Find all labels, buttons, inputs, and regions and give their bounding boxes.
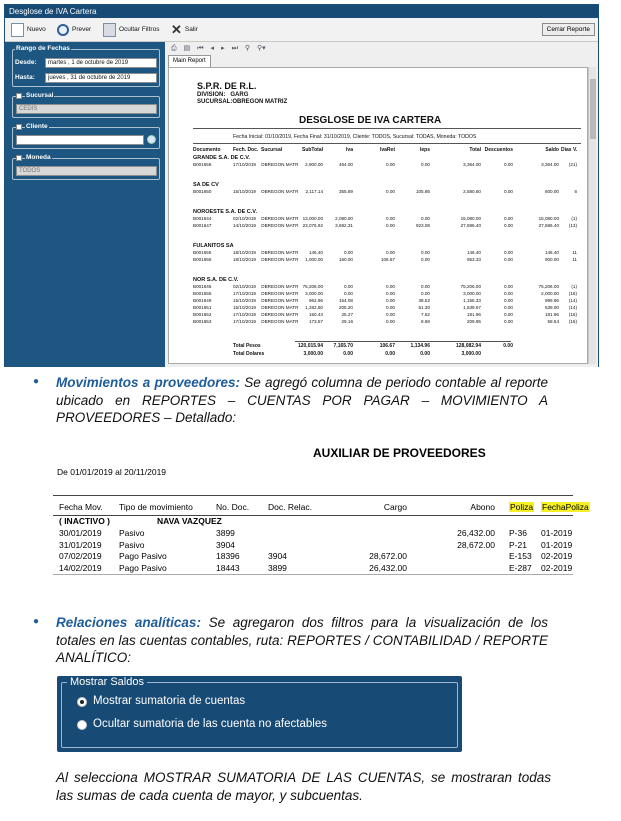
table-cell: 23,076.92 xyxy=(302,223,323,228)
zoom-icon[interactable]: ⚲▾ xyxy=(257,45,266,52)
mostrar-legend: Mostrar Saldos xyxy=(67,676,147,688)
aux-column-header: Doc. Relac. xyxy=(268,502,312,512)
table-cell: OBREGON MATR xyxy=(261,319,299,324)
report-title: DESGLOSE DE IVA CARTERA xyxy=(299,115,442,126)
table-cell: 3,000.00 xyxy=(463,291,481,296)
table-cell: 3,000.00 xyxy=(305,291,323,296)
moneda-checkbox[interactable] xyxy=(16,155,22,161)
magnifier-icon xyxy=(57,24,69,36)
table-cell: 150.43 xyxy=(308,312,323,317)
table-cell: OBREGON MATR xyxy=(261,257,299,262)
aux-cell: 18396 xyxy=(216,551,240,561)
table-cell: 146.40 xyxy=(544,250,559,255)
report-page xyxy=(168,67,588,364)
aux-column-header: No. Doc. xyxy=(216,502,250,512)
table-cell: 0.00 xyxy=(386,223,395,228)
table-cell: 75,206.00 xyxy=(538,284,559,289)
aux-cell: E-287 xyxy=(509,562,532,573)
aux-cell: 01-2019 xyxy=(541,528,573,538)
sucursal-line: SUCURSAL:OBREGON MATRIZ xyxy=(197,99,288,105)
hasta-label: Hasta: xyxy=(15,74,35,81)
table-cell: 0.00 xyxy=(504,257,513,262)
table-cell: 539.00 xyxy=(544,305,559,310)
table-cell: 2,580.60 xyxy=(463,189,481,194)
table-cell: 923.08 xyxy=(415,223,430,228)
table-cell: 0.00 xyxy=(504,291,513,296)
table-cell: OBREGON MATR xyxy=(261,312,299,317)
aux-cell: Pasivo xyxy=(119,528,145,538)
toolbar xyxy=(5,18,598,42)
aux-column-header: Fecha Mov. xyxy=(59,502,103,512)
aux-cell: 07/02/2019 xyxy=(59,551,102,561)
table-cell: B001649 xyxy=(193,298,212,303)
report-scrollbar[interactable] xyxy=(588,67,596,364)
table-cell: 209.95 xyxy=(466,319,481,324)
table-cell: 0.00 xyxy=(504,284,513,289)
table-cell: 0.00 xyxy=(344,250,353,255)
hasta-date-picker[interactable]: jueves , 31 de octubre de 2019 xyxy=(45,73,157,83)
report-window xyxy=(4,4,599,367)
aux-bottom-rule xyxy=(53,574,573,575)
desde-date-picker[interactable]: martes , 1 de octubre de 2019 xyxy=(45,58,157,68)
table-cell: 146.40 xyxy=(308,250,323,255)
moneda-label: Moneda xyxy=(26,154,51,161)
sucursal-select[interactable]: CEDIS xyxy=(16,104,157,114)
date-range-label: Rango de Fechas xyxy=(16,45,70,52)
client-group-name: GRANDE S.A. DE C.V. xyxy=(193,155,250,161)
totals-cell: 0.00 xyxy=(385,351,395,357)
column-header: Documento xyxy=(193,147,221,153)
table-cell: 355.69 xyxy=(338,189,353,194)
table-cell: 0.00 xyxy=(421,162,430,167)
table-cell: (16) xyxy=(568,319,577,324)
aux-cell: 02-2019 xyxy=(541,551,573,561)
table-cell: 29.16 xyxy=(341,319,353,324)
table-cell: 0.00 xyxy=(504,162,513,167)
ocultar-sumatoria-label[interactable]: Ocultar sumatoria de las cuenta no afectables xyxy=(93,718,327,730)
table-cell: 999.96 xyxy=(544,298,559,303)
window-title: Desglose de IVA Cartera xyxy=(5,5,598,18)
table-cell: OBREGON MATR xyxy=(261,250,299,255)
table-cell: B001652 xyxy=(193,312,212,317)
table-cell: 0.00 xyxy=(421,284,430,289)
aux-title: AUXILIAR DE PROVEEDORES xyxy=(313,446,486,460)
table-cell: 15/10/2019 xyxy=(233,189,256,194)
aux-cell: 3899 xyxy=(216,528,235,538)
cliente-label: Cliente xyxy=(26,123,48,130)
close-icon: ✕ xyxy=(171,22,182,37)
table-cell: 0.00 xyxy=(421,257,430,262)
table-cell: 38.52 xyxy=(418,298,430,303)
aux-cell: 3904 xyxy=(268,551,287,561)
first-page-icon[interactable]: ⏮ xyxy=(197,45,204,52)
table-cell: 160.00 xyxy=(338,257,353,262)
table-cell: 17/10/2019 xyxy=(233,319,256,324)
table-cell: 0.00 xyxy=(386,305,395,310)
table-cell: 146.40 xyxy=(466,250,481,255)
new-document-icon xyxy=(11,23,24,37)
aux-cell: P-36 xyxy=(509,528,527,538)
table-cell: 14/10/2019 xyxy=(233,223,256,228)
totals-cell: 1,134.96 xyxy=(410,343,430,349)
column-header: SubTotal xyxy=(301,147,323,153)
client-group-name: NOROESTE S.A. DE C.V. xyxy=(193,209,257,215)
tab-main-report[interactable]: Main Report xyxy=(168,55,211,67)
ocultar-sumatoria-radio[interactable] xyxy=(77,720,87,730)
table-cell: 181.96 xyxy=(466,312,481,317)
table-cell: 13,000.00 xyxy=(302,216,323,221)
report-subtitle: Fecha Inicial: 01/10/2019, Fecha Final: 31/10/2019, Cliente: TODOS, Sucursal: TODAS, Moneda: TODOS xyxy=(233,134,477,140)
totals-rule xyxy=(295,341,511,342)
table-cell: OBREGON MATR xyxy=(261,305,299,310)
mostrar-sumatoria-label[interactable]: Mostrar sumatoria de cuentas xyxy=(93,695,246,707)
table-cell: 58.54 xyxy=(547,319,559,324)
totals-cell: 106.67 xyxy=(379,343,395,349)
totals-cell: Total Pesos xyxy=(233,343,261,349)
company-name: S.P.R. DE R.L. xyxy=(197,81,257,91)
table-cell: OBREGON MATR xyxy=(261,291,299,296)
table-cell: 15/10/2019 xyxy=(233,305,256,310)
division-line: DIVISION: GARG xyxy=(197,92,249,98)
aux-cell: 3899 xyxy=(268,562,287,573)
table-cell: 27,686.40 xyxy=(460,223,481,228)
aux-cell: Pasivo xyxy=(119,539,145,550)
column-header: Descuentos xyxy=(484,147,513,153)
find-icon[interactable]: ⚲ xyxy=(244,45,251,52)
cliente-input[interactable] xyxy=(16,135,144,145)
aux-cell: 30/01/2019 xyxy=(59,528,102,538)
scroll-thumb[interactable] xyxy=(590,79,596,139)
totals-cell: 120,015.94 xyxy=(297,343,323,349)
table-cell: 0.00 xyxy=(504,223,513,228)
table-cell: B001644 xyxy=(193,216,212,221)
table-cell: 3,692.31 xyxy=(335,223,353,228)
table-cell: 0.00 xyxy=(504,189,513,194)
aux-column-header: Poliza xyxy=(510,502,534,512)
table-cell: 75,206.00 xyxy=(302,284,323,289)
table-cell: 17/10/2019 xyxy=(233,162,256,167)
prev-page-icon[interactable]: ◂ xyxy=(210,45,215,52)
table-cell: 0.00 xyxy=(504,305,513,310)
table-cell: (21) xyxy=(568,162,577,167)
client-group-name: NOR S.A. DE C.V. xyxy=(193,277,239,283)
table-cell: (16) xyxy=(568,312,577,317)
aux-cell: 28,672.00 xyxy=(369,551,407,561)
aux-column-header: Abono xyxy=(470,502,495,512)
movimientos-paragraph: Movimientos a proveedores: Se agregó columna de periodo contable al reporte ubicado en REPORTES – CUENTAS POR PAGAR – MOVIMIENTO A PROVEEDORES – Detallado: xyxy=(56,375,548,425)
desde-label: Desde: xyxy=(15,59,37,66)
column-header: Dias V. xyxy=(561,147,578,153)
table-cell: B001650 xyxy=(193,189,212,194)
table-cell: OBREGON MATR xyxy=(261,223,299,228)
bullet-dot: ● xyxy=(33,616,40,627)
table-cell: 0.00 xyxy=(386,298,395,303)
table-cell: (1) xyxy=(571,216,577,221)
mostrar-sumatoria-radio[interactable] xyxy=(77,697,87,707)
table-cell: 0.00 xyxy=(504,216,513,221)
moneda-select[interactable]: TODOS xyxy=(16,166,157,176)
totals-cell: 0.00 xyxy=(343,351,353,357)
totals-cell: 3,000.00 xyxy=(303,351,323,357)
table-cell: 0.00 xyxy=(386,250,395,255)
aux-cell: Pago Pasivo xyxy=(119,562,167,573)
table-cell: 173.57 xyxy=(308,319,323,324)
totals-cell: 3,000.00 xyxy=(461,351,481,357)
table-cell: B001651 xyxy=(193,305,212,310)
aux-column-header: Tipo de movimiento xyxy=(119,502,193,512)
table-cell: 0.00 xyxy=(344,284,353,289)
column-header: Iva xyxy=(346,147,353,153)
table-cell: OBREGON MATR xyxy=(261,189,299,194)
table-cell: 02/10/2019 xyxy=(233,216,256,221)
table-cell: (14) xyxy=(568,305,577,310)
table-cell: 18/10/2019 xyxy=(233,250,256,255)
sucursal-label: Sucursal xyxy=(26,92,54,99)
table-cell: (14) xyxy=(568,298,577,303)
table-cell: 2,117.14 xyxy=(305,189,323,194)
table-cell: B001656 xyxy=(193,257,212,262)
table-cell: 0.00 xyxy=(386,312,395,317)
table-cell: 0.00 xyxy=(421,291,430,296)
totals-cell: 7,165.70 xyxy=(333,343,353,349)
table-cell: 7.52 xyxy=(421,312,430,317)
aux-supplier: NAVA VAZQUEZ xyxy=(157,516,222,526)
table-cell: 953.33 xyxy=(466,257,481,262)
table-cell: 0.00 xyxy=(386,284,395,289)
auxiliar-report xyxy=(53,444,589,576)
table-cell: B001655 xyxy=(193,250,212,255)
aux-range: De 01/01/2019 al 20/11/2019 xyxy=(57,467,167,477)
table-cell: 0.00 xyxy=(421,216,430,221)
aux-status: ( INACTIVO ) xyxy=(59,516,110,526)
table-cell: 1,155.33 xyxy=(463,298,481,303)
table-cell: (1) xyxy=(571,284,577,289)
table-cell: 15,080.00 xyxy=(538,216,559,221)
table-cell: 154.08 xyxy=(338,298,353,303)
filter-icon xyxy=(103,23,116,37)
table-cell: 11 xyxy=(572,250,577,255)
viewer-nav xyxy=(165,42,598,55)
ocultar-filtros-button[interactable]: Ocultar Filtros xyxy=(103,22,159,38)
relaciones-paragraph: Relaciones analíticas: Se agregaron dos filtros para la visualización de los totales en las cuentas contables, ruta: REPORTES / CONTABILIDAD / REPORTE ANALÍTICO: xyxy=(56,615,548,665)
table-cell: 0.00 xyxy=(504,319,513,324)
table-cell: 25.27 xyxy=(341,312,353,317)
aux-column-header: FechaPoliza xyxy=(542,502,589,512)
last-page-icon[interactable]: ⏭ xyxy=(231,45,238,52)
table-cell: 2,900.00 xyxy=(305,162,323,167)
client-group-name: FULANITOS SA xyxy=(193,243,234,249)
table-cell: OBREGON MATR xyxy=(261,284,299,289)
table-cell: OBREGON MATR xyxy=(261,216,299,221)
table-cell: 1,282.50 xyxy=(305,305,323,310)
table-cell: 205.20 xyxy=(338,305,353,310)
aux-cell: 01-2019 xyxy=(541,539,573,550)
aux-cell: 26,432.00 xyxy=(369,562,407,573)
table-cell: 1,539.67 xyxy=(463,305,481,310)
table-cell: 105.86 xyxy=(415,189,430,194)
column-header: Saldo xyxy=(545,147,559,153)
aux-cell: 28,672.00 xyxy=(457,539,495,550)
table-cell: 0.00 xyxy=(386,162,395,167)
aux-cell: E-153 xyxy=(509,551,532,561)
filters-panel xyxy=(5,42,165,367)
table-cell: 0.00 xyxy=(386,291,395,296)
table-cell: 15/10/2019 xyxy=(233,298,256,303)
table-cell: 0.00 xyxy=(386,216,395,221)
totals-cell: 128,082.94 xyxy=(455,343,481,349)
aux-cell: 14/02/2019 xyxy=(59,562,102,573)
table-cell: (13) xyxy=(568,223,577,228)
aux-cell: 02-2019 xyxy=(541,562,573,573)
table-cell: 0.00 xyxy=(421,250,430,255)
search-icon[interactable] xyxy=(147,135,156,144)
table-cell: 17/10/2019 xyxy=(233,291,256,296)
table-cell: (16) xyxy=(568,291,577,296)
sucursal-checkbox[interactable] xyxy=(16,93,22,99)
mostrar-saldos-panel xyxy=(57,676,462,752)
table-cell: 27,686.40 xyxy=(538,223,559,228)
aux-cell: 31/01/2019 xyxy=(59,539,102,550)
aux-cell: 3904 xyxy=(216,539,235,550)
table-cell: 106.67 xyxy=(380,257,395,262)
table-cell: 02/10/2019 xyxy=(233,284,256,289)
table-cell: 15,080.00 xyxy=(460,216,481,221)
table-cell: 17/10/2019 xyxy=(233,312,256,317)
totals-cell: Total Dolares xyxy=(233,351,265,357)
table-cell: 3,364.00 xyxy=(463,162,481,167)
aux-cell: Pago Pasivo xyxy=(119,551,167,561)
closing-paragraph: Al selecciona MOSTRAR SUMATORIA DE LAS CUENTAS, se mostraran todas las sumas de cada cuenta de mayor, y subcuentas. xyxy=(56,770,551,803)
table-cell: 2,080.00 xyxy=(335,216,353,221)
table-cell: 0.00 xyxy=(504,298,513,303)
table-cell: 18/10/2019 xyxy=(233,257,256,262)
table-cell: 75,206.00 xyxy=(460,284,481,289)
table-cell: B001647 xyxy=(193,223,212,228)
table-cell: 1,000.00 xyxy=(305,257,323,262)
cerrar-reporte-button[interactable]: Cerrar Reporte xyxy=(542,23,595,36)
table-cell: B001656 xyxy=(193,162,212,167)
aux-cell: 26,432.00 xyxy=(457,528,495,538)
table-cell: 0.00 xyxy=(344,291,353,296)
column-header: Fech. Doc. xyxy=(233,147,259,153)
column-header: Ieps xyxy=(419,147,430,153)
prever-button[interactable]: Prever xyxy=(57,22,91,38)
table-cell: 0.00 xyxy=(386,189,395,194)
table-cell: 3,364.00 xyxy=(541,162,559,167)
table-cell: B001645 xyxy=(193,284,212,289)
table-cell: 0.00 xyxy=(504,250,513,255)
export-icon[interactable]: ⎙ xyxy=(171,45,177,52)
table-cell: OBREGON MATR xyxy=(261,162,299,167)
table-cell: 51.30 xyxy=(418,305,430,310)
aux-column-header: Cargo xyxy=(383,502,407,512)
table-cell: 464.00 xyxy=(338,162,353,167)
table-cell: 0.00 xyxy=(386,319,395,324)
cliente-checkbox[interactable] xyxy=(16,124,22,130)
client-group-name: SA DE CV xyxy=(193,182,219,188)
table-cell: 962.96 xyxy=(308,298,323,303)
table-cell: 11 xyxy=(572,257,577,262)
next-page-icon[interactable]: ▸ xyxy=(221,45,225,52)
totals-cell: 0.00 xyxy=(420,351,430,357)
table-cell: 900.00 xyxy=(544,257,559,262)
table-cell: 8.68 xyxy=(421,319,430,324)
column-header: Total xyxy=(469,147,481,153)
column-header: IvaRet xyxy=(379,147,395,153)
table-cell: B001655 xyxy=(193,291,212,296)
aux-cell: 18443 xyxy=(216,562,240,573)
table-cell: 181.96 xyxy=(544,312,559,317)
table-cell: 0.00 xyxy=(504,312,513,317)
aux-cell: P-21 xyxy=(509,539,527,550)
salir-button[interactable]: ✕ Salir xyxy=(171,22,198,37)
totals-cell: 0.00 xyxy=(503,343,513,349)
nuevo-button[interactable]: Nuevo xyxy=(11,22,46,38)
column-header: Sucursal xyxy=(261,147,283,153)
table-cell: OBREGON MATR xyxy=(261,298,299,303)
bullet-dot: ● xyxy=(33,376,40,387)
table-cell: 600.00 xyxy=(544,189,559,194)
print-icon[interactable]: ▤ xyxy=(183,45,191,52)
report-viewer xyxy=(165,42,598,367)
table-cell: B001653 xyxy=(193,319,212,324)
table-cell: 6 xyxy=(574,189,577,194)
table-cell: 2,000.00 xyxy=(541,291,559,296)
